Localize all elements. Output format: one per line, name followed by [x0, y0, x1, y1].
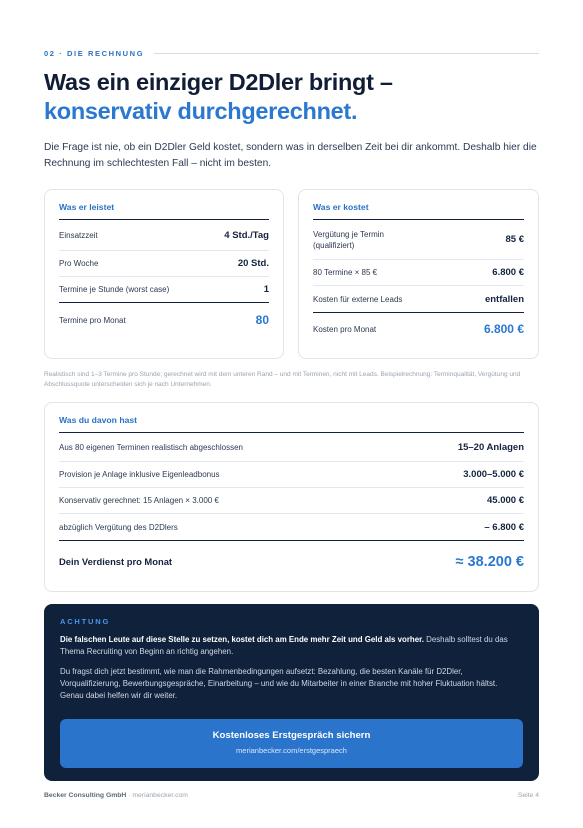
table-row	[59, 488, 524, 514]
table-row	[59, 514, 524, 540]
total-row	[59, 302, 269, 337]
row-value: 85 €	[505, 234, 524, 245]
title-line-1: Was ein einziger D2Dler bringt –	[44, 69, 393, 95]
notice-paragraph-1	[60, 634, 523, 658]
row-value: 20 Std.	[237, 258, 269, 269]
row-value: 6.800 €	[492, 267, 524, 278]
table-row	[313, 286, 524, 312]
notice-text: Deshalb solltest du das Thema Recruiting von Beginn an richtig angehen.	[60, 635, 508, 656]
card-heading: Was er leistet	[59, 202, 269, 220]
cta-url: merianbecker.com/erstgespraech	[236, 746, 347, 755]
table-row	[59, 462, 524, 488]
row-label: Konservativ gerechnet: 15 Anlagen × 3.000 €	[59, 496, 219, 505]
card-was-er-leistet	[44, 189, 284, 359]
row-label: 80 Termine × 85 €	[313, 268, 378, 277]
footer-company: Becker Consulting GmbH	[44, 792, 127, 799]
footer-left	[44, 792, 188, 799]
footnote: Realistisch sind 1–3 Termine pro Stunde; gerechnet wird mit dem unteren Rand – und mit Terminen, nicht mit Leads. Beispielrechnung: Terminqualität, Vergütung und Abschlussquote unterscheiden sich je nach Unternehmen.	[44, 371, 521, 388]
section-tag	[44, 48, 539, 58]
row-label: Aus 80 eigenen Terminen realistisch abgeschlossen	[59, 442, 243, 452]
row-value: 45.000 €	[487, 495, 524, 506]
notice-tag: ACHTUNG	[60, 617, 111, 626]
total-value: 80	[255, 313, 269, 327]
table-row	[59, 220, 269, 251]
total-label: Termine pro Monat	[59, 315, 126, 325]
table-row	[59, 277, 269, 302]
row-label: Kosten für externe Leads	[313, 294, 403, 304]
row-label: Pro Woche	[59, 259, 99, 268]
section-divider	[154, 53, 539, 54]
table-row	[59, 251, 269, 277]
row-label: Vergütung je Termin (qualifiziert)	[313, 229, 385, 250]
total-value: ≈ 38.200 €	[455, 553, 524, 570]
page-number: Seite 4	[517, 792, 539, 799]
notice-box	[44, 604, 539, 781]
page-footer	[44, 792, 539, 799]
row-value: 15–20 Anlagen	[457, 441, 524, 453]
total-value: 6.800 €	[483, 322, 524, 336]
notice-bold-text: Die falschen Leute auf diese Stelle zu setzen, kostet dich am Ende mehr Zeit und Geld als vorher.	[60, 635, 424, 644]
row-label: Einsatzzeit	[59, 230, 98, 240]
table-row	[313, 220, 524, 260]
cta-button[interactable]	[60, 719, 523, 768]
total-label: Dein Verdienst pro Monat	[59, 556, 173, 567]
cta-label: Kostenloses Erstgespräch sichern	[212, 730, 371, 741]
row-value: 1	[263, 284, 269, 295]
card-was-du-davon-hast	[44, 402, 539, 592]
row-value: entfallen	[484, 293, 524, 305]
total-row	[59, 540, 524, 582]
card-heading: Was du davon hast	[59, 415, 524, 433]
table-row	[313, 260, 524, 286]
total-label: Kosten pro Monat	[313, 324, 377, 334]
card-was-er-kostet	[298, 189, 539, 359]
total-row	[313, 312, 524, 345]
footer-site: · merianbecker.com	[126, 792, 188, 799]
row-value: 3.000–5.000 €	[463, 469, 524, 480]
row-value: – 6.800 €	[484, 521, 524, 533]
table-row	[59, 433, 524, 462]
notice-paragraph-2: Du fragst dich jetzt bestimmt, wie man die Rahmenbedingungen aufsetzt: Bezahlung, die besten Kanäle für D2Dler, Vorqualifizierung, Bewerbungsgespräche, Einarbeitung – und wie du Mitarbeiter in einer Branche mit hoher Fluktuation hältst. Genau dabei helfen wir dir weiter.	[60, 667, 498, 700]
card-heading: Was er kostet	[313, 202, 524, 220]
section-tag-label: 02 · DIE RECHNUNG	[44, 48, 145, 58]
title-line-2: konservativ durchgerechnet.	[44, 98, 358, 124]
intro-text: Die Frage ist nie, ob ein D2Dler Geld kostet, sondern was in derselben Zeit bei dir ankommt. Deshalb hier die Rechnung im schlechtesten Fall – nicht im besten.	[44, 142, 537, 169]
row-label: Provision je Anlage inklusive Eigenleadbonus	[59, 470, 220, 479]
page-title	[44, 68, 544, 126]
row-label: Termine je Stunde (worst case)	[59, 285, 170, 294]
row-label: abzüglich Vergütung des D2Dlers	[59, 522, 178, 532]
row-value: 4 Std./Tag	[224, 229, 269, 241]
